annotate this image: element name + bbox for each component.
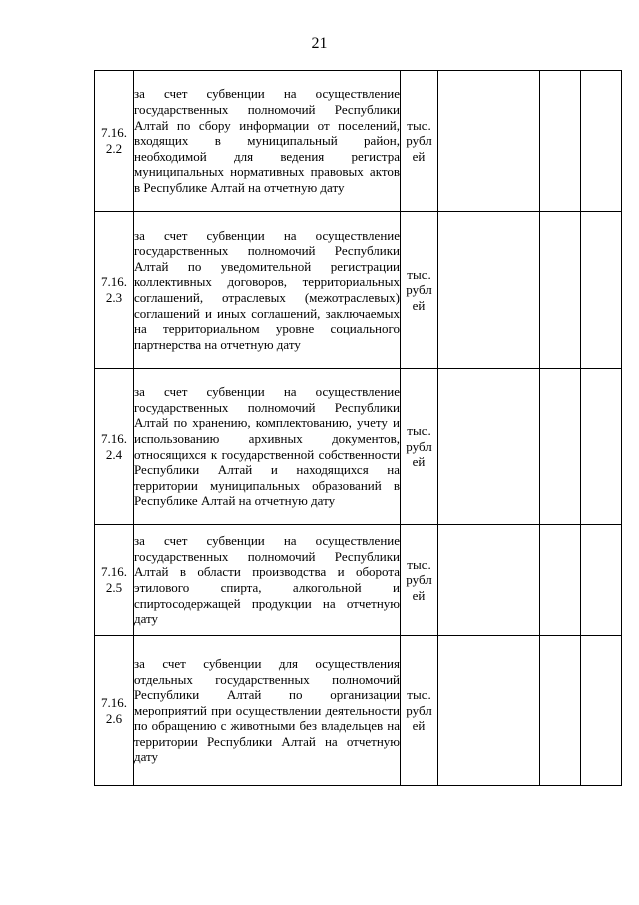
table-row [95, 636, 622, 786]
row-code-part-1: 7.16. [101, 125, 127, 141]
row-description: за счет субвенции на осуществление государственных полномочий Республики Алтай по уведомительной регистрации коллективных договоров, территориальных соглашений, отраслевых (межотраслевых) соглашений и иных соглашений, заключаемых на территориальном уровне социального партнерства на отчетную дату [134, 212, 401, 369]
value-cell [540, 212, 581, 369]
row-code [95, 636, 134, 786]
row-code [95, 525, 134, 636]
value-cell [438, 212, 540, 369]
row-unit-part-2: рубл [406, 438, 432, 454]
value-cell [581, 71, 622, 212]
value-cell [581, 636, 622, 786]
row-unit-part-1: тыс. [407, 687, 431, 703]
row-unit [401, 525, 438, 636]
value-cell [540, 636, 581, 786]
row-code-part-2: 2.6 [105, 710, 123, 726]
row-unit-part-3: ей [412, 718, 426, 734]
row-code-part-1: 7.16. [101, 274, 127, 290]
row-description: за счет субвенции на осуществление государственных полномочий Республики Алтай по хранению, комплектованию, учету и использованию архивных документов, относящихся к государственной собственности Республики Алтай и находящихся на территории муниципальных образований в Республике Алтай на отчетную дату [134, 369, 401, 525]
row-unit-part-3: ей [412, 587, 426, 603]
value-cell [540, 525, 581, 636]
row-unit-part-3: ей [412, 454, 426, 470]
report-table [94, 70, 622, 786]
table-row [95, 525, 622, 636]
row-unit-part-3: ей [412, 297, 426, 313]
row-unit [401, 636, 438, 786]
row-code-part-1: 7.16. [101, 430, 127, 446]
row-description: за счет субвенции на осуществление государственных полномочий Республики Алтай в области производства и оборота этилового спирта, алкогольной и спиртосодержащей продукции на отчетную дату [134, 525, 401, 636]
table-row [95, 369, 622, 525]
row-description: за счет субвенции на осуществление государственных полномочий Республики Алтай по сбору информации от поселений, входящих в муниципальный район, необходимой для ведения регистра муниципальных нормативных правовых актов в Республике Алтай на отчетную дату [134, 71, 401, 212]
value-cell [581, 525, 622, 636]
row-unit-part-2: рубл [406, 702, 432, 718]
row-code-part-2: 2.3 [105, 290, 123, 305]
row-code [95, 369, 134, 525]
row-unit-part-2: рубл [406, 572, 432, 588]
table-row [95, 71, 622, 212]
row-unit [401, 369, 438, 525]
row-description: за счет субвенции для осуществления отдельных государственных полномочий Республики Алтай по организации мероприятий при осуществлении деятельности по обращению с животными без владельцев на территории Республики Алтай на отчетную дату [134, 636, 401, 786]
row-unit [401, 71, 438, 212]
row-unit-part-1: тыс. [407, 423, 431, 439]
row-code [95, 212, 134, 369]
row-unit [401, 212, 438, 369]
row-code [95, 71, 134, 212]
value-cell [438, 369, 540, 525]
value-cell [438, 636, 540, 786]
table-row [95, 212, 622, 369]
value-cell [540, 71, 581, 212]
row-unit-part-1: тыс. [407, 556, 431, 572]
value-cell [438, 525, 540, 636]
value-cell [581, 212, 622, 369]
row-code-part-2: 2.4 [105, 446, 123, 462]
row-code-part-2: 2.5 [105, 580, 123, 595]
value-cell [438, 71, 540, 212]
row-unit-part-2: рубл [406, 282, 432, 298]
row-unit-part-1: тыс. [407, 266, 431, 282]
page-number: 21 [311, 35, 328, 52]
value-cell [540, 369, 581, 525]
row-code-part-1: 7.16. [101, 694, 127, 710]
row-unit-part-3: ей [412, 148, 426, 164]
row-code-part-1: 7.16. [101, 564, 127, 580]
row-unit-part-2: рубл [406, 133, 432, 149]
row-code-part-2: 2.2 [105, 141, 123, 156]
value-cell [581, 369, 622, 525]
row-unit-part-1: тыс. [407, 117, 431, 133]
